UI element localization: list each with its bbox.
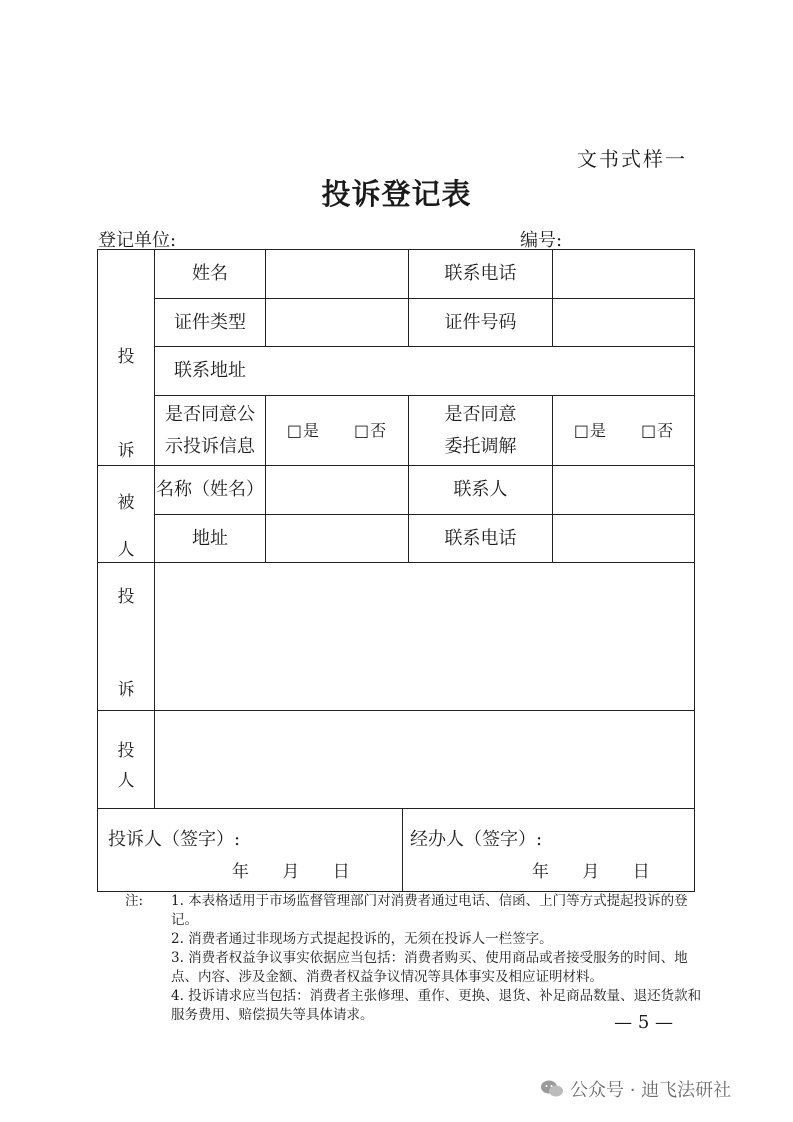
respondent-address-field[interactable] bbox=[266, 515, 408, 562]
respondent-name-label: 名称（姓名） bbox=[156, 479, 264, 501]
page-title: 投诉登记表 bbox=[321, 177, 472, 211]
watermark-text: 公众号 · 迪飞法研社 bbox=[570, 1080, 732, 1101]
publish-consent-line: 是否同意公 bbox=[165, 404, 255, 425]
name-label: 姓名 bbox=[192, 263, 228, 285]
note-item: 3. 消费者权益争议事实依据应当包括：消费者购买、使用商品或者接受服务的时间、地点、内容、涉及金额、消费者权益争议情况等具体事实及相应证明材料。 bbox=[171, 950, 688, 985]
column-divider bbox=[402, 808, 403, 892]
complaint-request-field[interactable] bbox=[155, 711, 695, 808]
address-field[interactable] bbox=[266, 347, 695, 395]
dispute-facts-section-label: 诉 bbox=[117, 680, 135, 700]
id-number-label: 证件号码 bbox=[444, 311, 517, 333]
name-field[interactable] bbox=[266, 250, 408, 298]
notes-heading: 注: bbox=[125, 893, 144, 909]
note-item: 4. 投诉请求应当包括：消费者主张修理、重作、更换、退货、补足商品数量、退还货款和服务费用、赔偿损失等具体请求。 bbox=[171, 988, 702, 1023]
request-section-label: 人 bbox=[117, 771, 135, 791]
document-sample-label: 文书式样一 bbox=[577, 147, 687, 171]
complainant-signature-date: 年 月 日 bbox=[232, 862, 350, 882]
respondent-address-label: 地址 bbox=[192, 527, 228, 549]
phone-label: 联系电话 bbox=[444, 263, 517, 285]
section-divider bbox=[98, 808, 695, 809]
wechat-icon bbox=[540, 1079, 564, 1099]
handler-signature-date: 年 月 日 bbox=[532, 862, 650, 882]
id-type-label: 证件类型 bbox=[174, 311, 246, 333]
mediation-consent-label bbox=[409, 396, 552, 465]
mediation-consent-options[interactable]: □是 □否 bbox=[573, 420, 675, 440]
note-item: 2. 消费者通过非现场方式提起投诉的，无须在投诉人一栏签字。 bbox=[171, 931, 553, 947]
number-label: 编号: bbox=[520, 230, 563, 251]
note-item: 1. 本表格适用于市场监督管理部门对消费者通过电话、信函、上门等方式提起投诉的登记。 bbox=[171, 893, 688, 928]
phone-field[interactable] bbox=[553, 250, 695, 298]
form-notes bbox=[125, 892, 705, 1025]
publish-consent-label bbox=[155, 396, 265, 465]
respondent-name-field[interactable] bbox=[266, 466, 408, 514]
dispute-facts-section-label: 投 bbox=[117, 587, 135, 607]
respondent-phone-label: 联系电话 bbox=[444, 527, 517, 549]
mediation-consent-line: 是否同意 bbox=[444, 404, 517, 425]
publish-consent-line: 示投诉信息 bbox=[165, 435, 255, 457]
watermark bbox=[540, 1076, 731, 1102]
complainant-section-label: 投 bbox=[117, 347, 135, 367]
publish-consent-options[interactable]: □是 □否 bbox=[286, 420, 388, 440]
id-number-field[interactable] bbox=[553, 299, 695, 346]
respondent-phone-field[interactable] bbox=[553, 515, 695, 562]
respondent-contact-field[interactable] bbox=[553, 466, 695, 514]
respondent-contact-label: 联系人 bbox=[453, 479, 508, 501]
dispute-facts-field[interactable] bbox=[155, 563, 695, 710]
mediation-consent-line: 委托调解 bbox=[444, 435, 517, 457]
handler-signature-label: 经办人（签字）: bbox=[410, 829, 543, 850]
complaint-registration-form bbox=[97, 249, 695, 892]
complainant-signature-label: 投诉人（签字）: bbox=[108, 829, 241, 850]
request-section-label: 投 bbox=[117, 741, 135, 761]
respondent-section-label: 被 bbox=[117, 493, 135, 513]
registration-unit-label: 登记单位: bbox=[98, 230, 177, 251]
id-type-field[interactable] bbox=[266, 299, 408, 346]
complainant-section-label: 诉 bbox=[117, 441, 135, 461]
page-number: — 5 — bbox=[614, 1012, 673, 1033]
respondent-section-label: 人 bbox=[117, 540, 135, 560]
address-label: 联系地址 bbox=[174, 360, 246, 382]
